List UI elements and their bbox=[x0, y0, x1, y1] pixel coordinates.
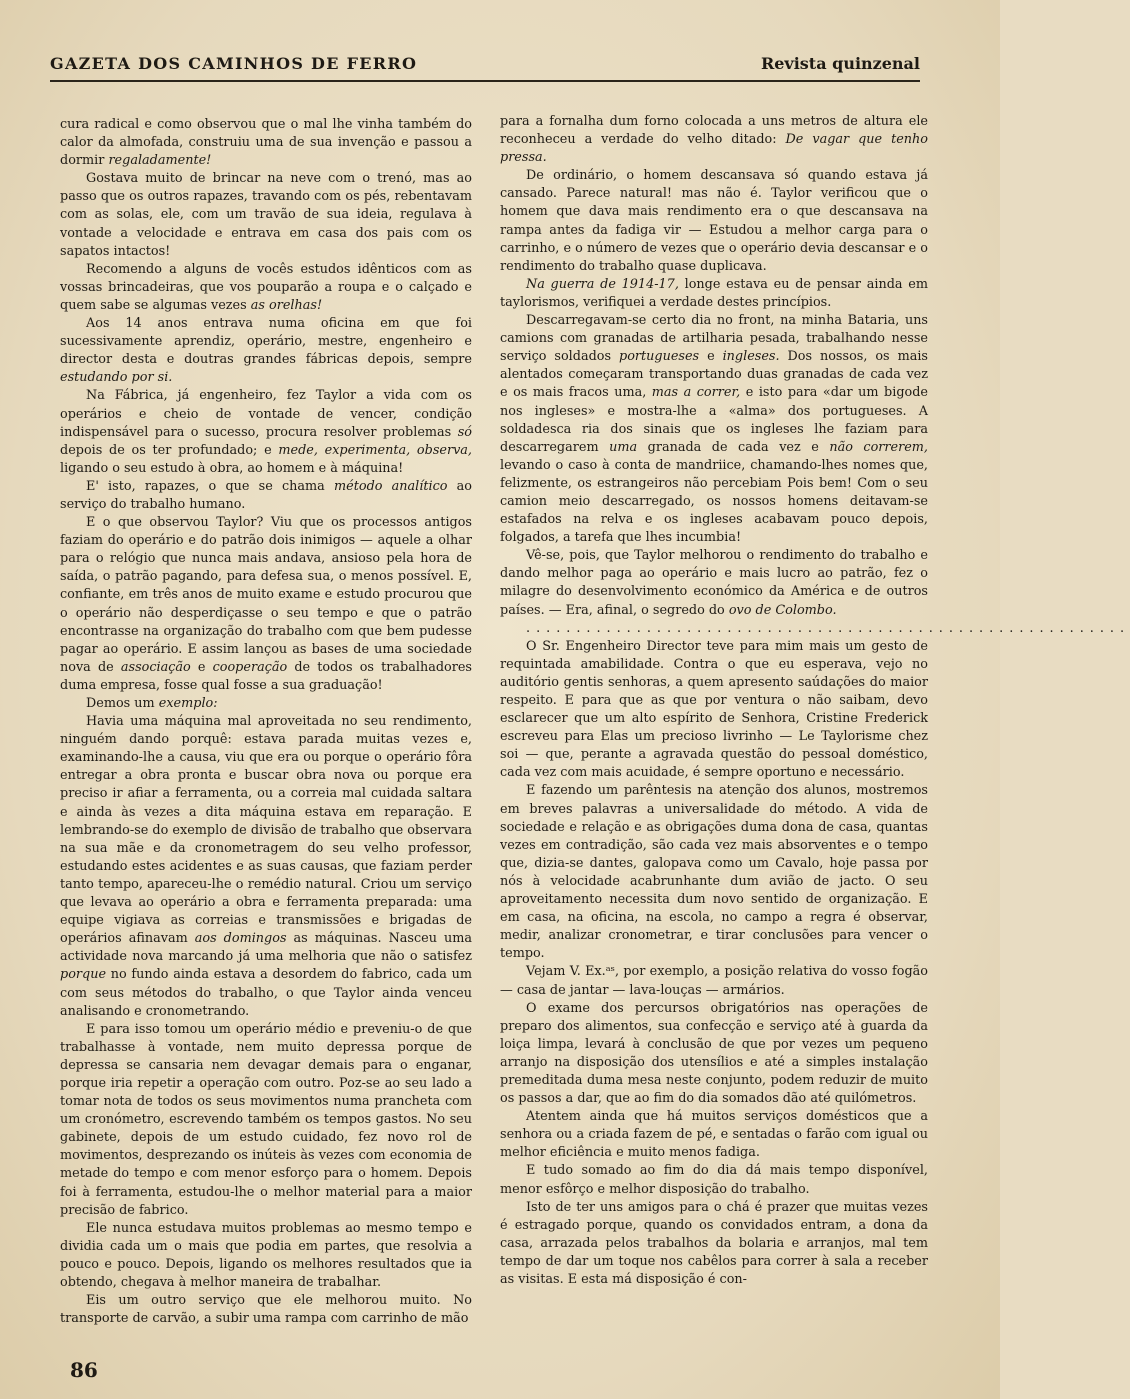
paragraph bbox=[500, 963, 928, 999]
text-run: E tudo somado ao fim do dia dá mais tempo disponível, menor esfôrço e melhor disposição do trabalho. bbox=[500, 1163, 928, 1197]
paragraph bbox=[60, 387, 472, 477]
text-run: Havia uma máquina mal aproveitada no seu rendimento, ninguém dando porquê: estava parada muitas vezes e, examinando-lhe a causa, viu que era ou porque o operário fôra entregar a obra pronta e buscar obra nova ou porque era preciso ir afiar a ferramenta, ou a correia mal cuidada saltara e ainda às vezes a dita máquina estava em reparação. E lembrando-se do exemplo de divisão de trabalho que observara na sua mãe e da cronometragem do seu velho professor, estudando estes acidentes e as suas causas, que faziam perder tanto tempo, apareceu-lhe o remédio natural. Criou um serviço que levava ao operário a obra e ferramenta preparada: uma equipe vigiava as correias e transmissões e brigadas de operários afinavam bbox=[60, 714, 472, 947]
text-run: cura radical e como observou que o mal lhe vinha também do calor da almofada, construiu uma de sua invenção e passou a dormir bbox=[60, 117, 472, 169]
section-separator: ............................................................ bbox=[526, 620, 1130, 636]
text-run: e bbox=[190, 659, 213, 675]
page-number: 86 bbox=[70, 1358, 98, 1382]
paragraph bbox=[500, 312, 928, 547]
paragraph bbox=[60, 514, 472, 695]
left-text-column bbox=[60, 116, 472, 1328]
italic-text: portugueses bbox=[619, 349, 700, 365]
text-run: E fazendo um parêntesis na atenção dos alunos, mostremos em breves palavras a universalidade do método. A vida de sociedade e relação e as obrigações duma dona de casa, quantas vezes em contradição, são cada vez mais absorventes e o tempo que, dizia-se dantes, galopava como um Cavalo, hoje passa por nós à velocidade acabrunhante dum avião de jacto. O seu aproveitamento necessita dum novo sentido de organização. E em casa, na oficina, na escola, no campo a regra é observar, medir, analizar cronometrar, e tirar conclusões para vencer o tempo. bbox=[500, 783, 928, 962]
text-run: Gostava muito de brincar na neve com o trenó, mas ao passo que os outros rapazes, travando com os pés, rebentavam com as solas, ele, com um travão de sua ideia, regulava à vontade a velocidade e entrava em casa dos pais com os sapatos intactos! bbox=[60, 171, 472, 259]
paragraph bbox=[500, 1199, 928, 1289]
italic-text: não correrem, bbox=[829, 439, 929, 455]
text-run: E para isso tomou um operário médio e preveniu-o de que trabalhasse à vontade, nem muito depressa porque de depressa se cansaria nem devagar demais para o enganar, porque iria repetir a operação com outro. Poz-se ao seu lado a tomar nota de todos os seus movimentos numa prancheta com um cronómetro, escrevendo também os tempos gastos. No seu gabinete, depois de um estudo cuidado, fez novo rol de movimentos, desprezando os inúteis às vezes com economia de metade do tempo e com menor esforço para o homem. Depois foi à ferramenta, estudou-lhe o melhor material para a maior precisão de fabrico. bbox=[60, 1021, 472, 1218]
text-run: Atentem ainda que há muitos serviços domésticos que a senhora ou a criada fazem de pé, e sentadas o farão com igual ou melhor eficiência e muito menos fadiga. bbox=[500, 1109, 928, 1161]
text-run: E' isto, rapazes, o que se chama bbox=[86, 478, 335, 494]
italic-text: ingleses. bbox=[722, 349, 780, 365]
italic-text: regaladamente! bbox=[108, 153, 212, 169]
paragraph bbox=[60, 1220, 472, 1292]
text-run: Na Fábrica, já engenheiro, fez Taylor a vida com os operários e cheio de vontade de vencer, condição indispensável para o sucesso, procura resolver problemas bbox=[60, 388, 472, 440]
italic-text: Na guerra de 1914-17, bbox=[526, 276, 679, 292]
text-run: longe estava eu de pensar ainda em taylorismos, verifiquei a verdade destes princípios. bbox=[500, 276, 928, 310]
paragraph bbox=[500, 276, 928, 312]
italic-text: aos domingos bbox=[194, 931, 287, 947]
paragraph bbox=[60, 478, 472, 514]
italic-text: cooperação bbox=[212, 659, 288, 675]
paragraph bbox=[60, 713, 472, 1021]
paragraph bbox=[500, 1162, 928, 1198]
publication-subtitle: Revista quinzenal bbox=[760, 54, 920, 73]
paragraph bbox=[60, 116, 472, 170]
paragraph bbox=[500, 1000, 928, 1109]
italic-text: método analítico bbox=[334, 478, 448, 494]
paragraph bbox=[500, 167, 928, 276]
text-run: O Sr. Engenheiro Director teve para mim mais um gesto de requintada amabilidade. Contra o que eu esperava, vejo no auditório gentis senhoras, a quem apresento saúdações do maior respeito. E para que as que por ventura o não saibam, devo esclarecer que um alto espírito de Senhora, Cristine Frederick escreveu para Elas um precioso livrinho — Le Taylorisme chez soi — que, perante a agravada questão do pessoal doméstico, cada vez com mais acuidade, é sempre oportuno e necessário. bbox=[500, 638, 928, 781]
publication-title: GAZETA DOS CAMINHOS DE FERRO bbox=[50, 54, 418, 73]
text-run: as máquinas. Nasceu uma actividade nova marcando já uma melhoria que não o satisfez bbox=[60, 931, 472, 965]
italic-text: De vagar que tenho pressa. bbox=[500, 132, 928, 166]
paragraph bbox=[500, 547, 928, 619]
text-run: ao serviço do trabalho humano. bbox=[60, 478, 473, 512]
paragraph bbox=[60, 170, 472, 260]
italic-text: ovo de Colombo. bbox=[728, 602, 837, 618]
paragraph bbox=[500, 782, 928, 963]
text-run: depois de os ter profundado; e bbox=[60, 442, 279, 458]
text-run: granada de cada vez e bbox=[637, 439, 830, 455]
italic-text: exemplo: bbox=[158, 696, 218, 711]
paragraph bbox=[500, 113, 928, 167]
text-run: Descarregavam-se certo dia no front, na minha Bataria, uns camions com granadas de artilharia pesada, trabalhando nesse serviço soldados bbox=[500, 313, 928, 365]
italic-text: uma bbox=[609, 439, 638, 455]
header-rule bbox=[50, 80, 920, 82]
text-run: levando o caso à conta de mandriice, chamando-lhes nomes que, felizmente, os estrangeiros não percebiam Pois bem! Com o seu camion meio descarregado, os nossos homens deitavam-se estafados na relva e os ingleses acabavam pouco depois, folgados, a tarefa que lhes incumbia! bbox=[500, 457, 928, 546]
italic-text: as orelhas! bbox=[250, 297, 323, 313]
italic-text: mede, experimenta, observa, bbox=[278, 442, 472, 458]
italic-text: porque bbox=[60, 967, 107, 983]
text-run: de todos os trabalhadores duma empresa, fosse qual fosse a sua graduação! bbox=[60, 659, 472, 693]
paragraph bbox=[60, 1292, 472, 1328]
paragraph bbox=[500, 638, 928, 783]
paragraph bbox=[60, 261, 472, 315]
text-run: e isto para «dar um bigode nos ingleses» e mostra-lhe a «alma» dos portugueses. A soldadesca ria dos sinais que os ingleses lhe faziam para descarregarem bbox=[500, 385, 928, 455]
text-run: Dos nossos, os mais alentados começaram transportando duas granadas de cada vez e os mais fracos uma, bbox=[500, 349, 928, 401]
italic-text: só bbox=[457, 424, 472, 440]
paragraph bbox=[60, 695, 472, 713]
text-run: Recomendo a alguns de vocês estudos idênticos com as vossas brincadeiras, que vos pouparão a roupa e o calçado e quem sabe se algumas vezes bbox=[60, 261, 472, 313]
text-run: para a fornalha dum forno colocada a uns metros de altura ele reconheceu a verdade do velho ditado: bbox=[500, 114, 928, 148]
text-run: Vejam V. Ex.ᵃˢ, por exemplo, a posição relativa do vosso fogão — casa de jantar — lava-louças — armários. bbox=[500, 964, 928, 998]
text-run: O exame dos percursos obrigatórios nas operações de preparo dos alimentos, sua confecção e serviço até à guarda da loiça limpa, levará à conclusão de que por vezes um pequeno arranjo na disposição dos utensílios e até a simples instalação premeditada duma mesa neste conjunto, podem reduzir de muito os passos a dar, que ao fim do dia somados dão até quilómetros. bbox=[500, 1000, 928, 1107]
paragraph bbox=[500, 1108, 928, 1162]
text-run: Ele nunca estudava muitos problemas ao mesmo tempo e dividia cada um o mais que podia em partes, que resolvia a pouco e pouco. Depois, ligando os melhores resultados que ia obtendo, chegava à melhor maneira de trabalhar. bbox=[60, 1220, 472, 1290]
text-run: Vê-se, pois, que Taylor melhorou o rendimento do trabalho e dando melhor paga ao operário e mais lucro ao patrão, fez o milagre do desenvolvimento económico da América e de outros países. — Era, afinal, o segredo do bbox=[500, 548, 928, 618]
italic-text: associação bbox=[120, 659, 191, 675]
text-run: Eis um outro serviço que ele melhorou muito. No transporte de carvão, a subir uma rampa com carrinho de mão bbox=[60, 1293, 472, 1327]
paragraph bbox=[60, 315, 472, 387]
running-header bbox=[50, 54, 920, 78]
text-run: De ordinário, o homem descansava só quando estava já cansado. Parece natural! mas não é. Taylor verificou que o homem que dava mais rendimento era o que descansava na rampa antes da fadiga vir — Estudou a melhor carga para o carrinho, e o número de vezes que o operário devia descansar e o rendimento do trabalho quase duplicava. bbox=[500, 168, 928, 274]
text-run: e bbox=[699, 349, 723, 365]
italic-text: mas a correr, bbox=[651, 385, 741, 401]
text-run: ligando o seu estudo à obra, ao homem e à máquina! bbox=[60, 460, 404, 476]
right-text-column bbox=[500, 113, 1130, 1289]
text-run: Aos 14 anos entrava numa oficina em que foi sucessivamente aprendiz, operário, mestre, engenheiro e director desta e doutras grandes fábricas depois, sempre bbox=[60, 316, 472, 368]
text-run: no fundo ainda estava a desordem do fabrico, cada um com seus métodos do trabalho, o que Taylor ainda venceu analisando e cronometrando. bbox=[60, 967, 472, 1019]
text-run: Isto de ter uns amigos para o chá é prazer que muitas vezes é estragado porque, quando os convidados entram, a dona da casa, arrazada pelos trabalhos da bolaria e arranjos, mal tem tempo de dar um toque nos cabêlos para correr à sala a receber as visitas. E esta má disposição é con- bbox=[500, 1199, 928, 1287]
text-run: E o que observou Taylor? Viu que os processos antigos faziam do operário e do patrão dois inimigos — aquele a olhar para o relógio que nunca mais andava, ansioso pela hora de saída, o patrão pagando, para defesa sua, o menos possível. E, confiante, em três anos de muito exame e estudo procurou que o operário não desperdiçasse o seu tempo e que o patrão encontrasse na organização do trabalho com que bem pudesse pagar ao operário. E assim lançou as bases de uma sociedade nova de bbox=[60, 515, 472, 675]
paragraph bbox=[60, 1021, 472, 1220]
text-run: Demos um bbox=[86, 696, 159, 711]
italic-text: estudando por si. bbox=[60, 370, 173, 386]
